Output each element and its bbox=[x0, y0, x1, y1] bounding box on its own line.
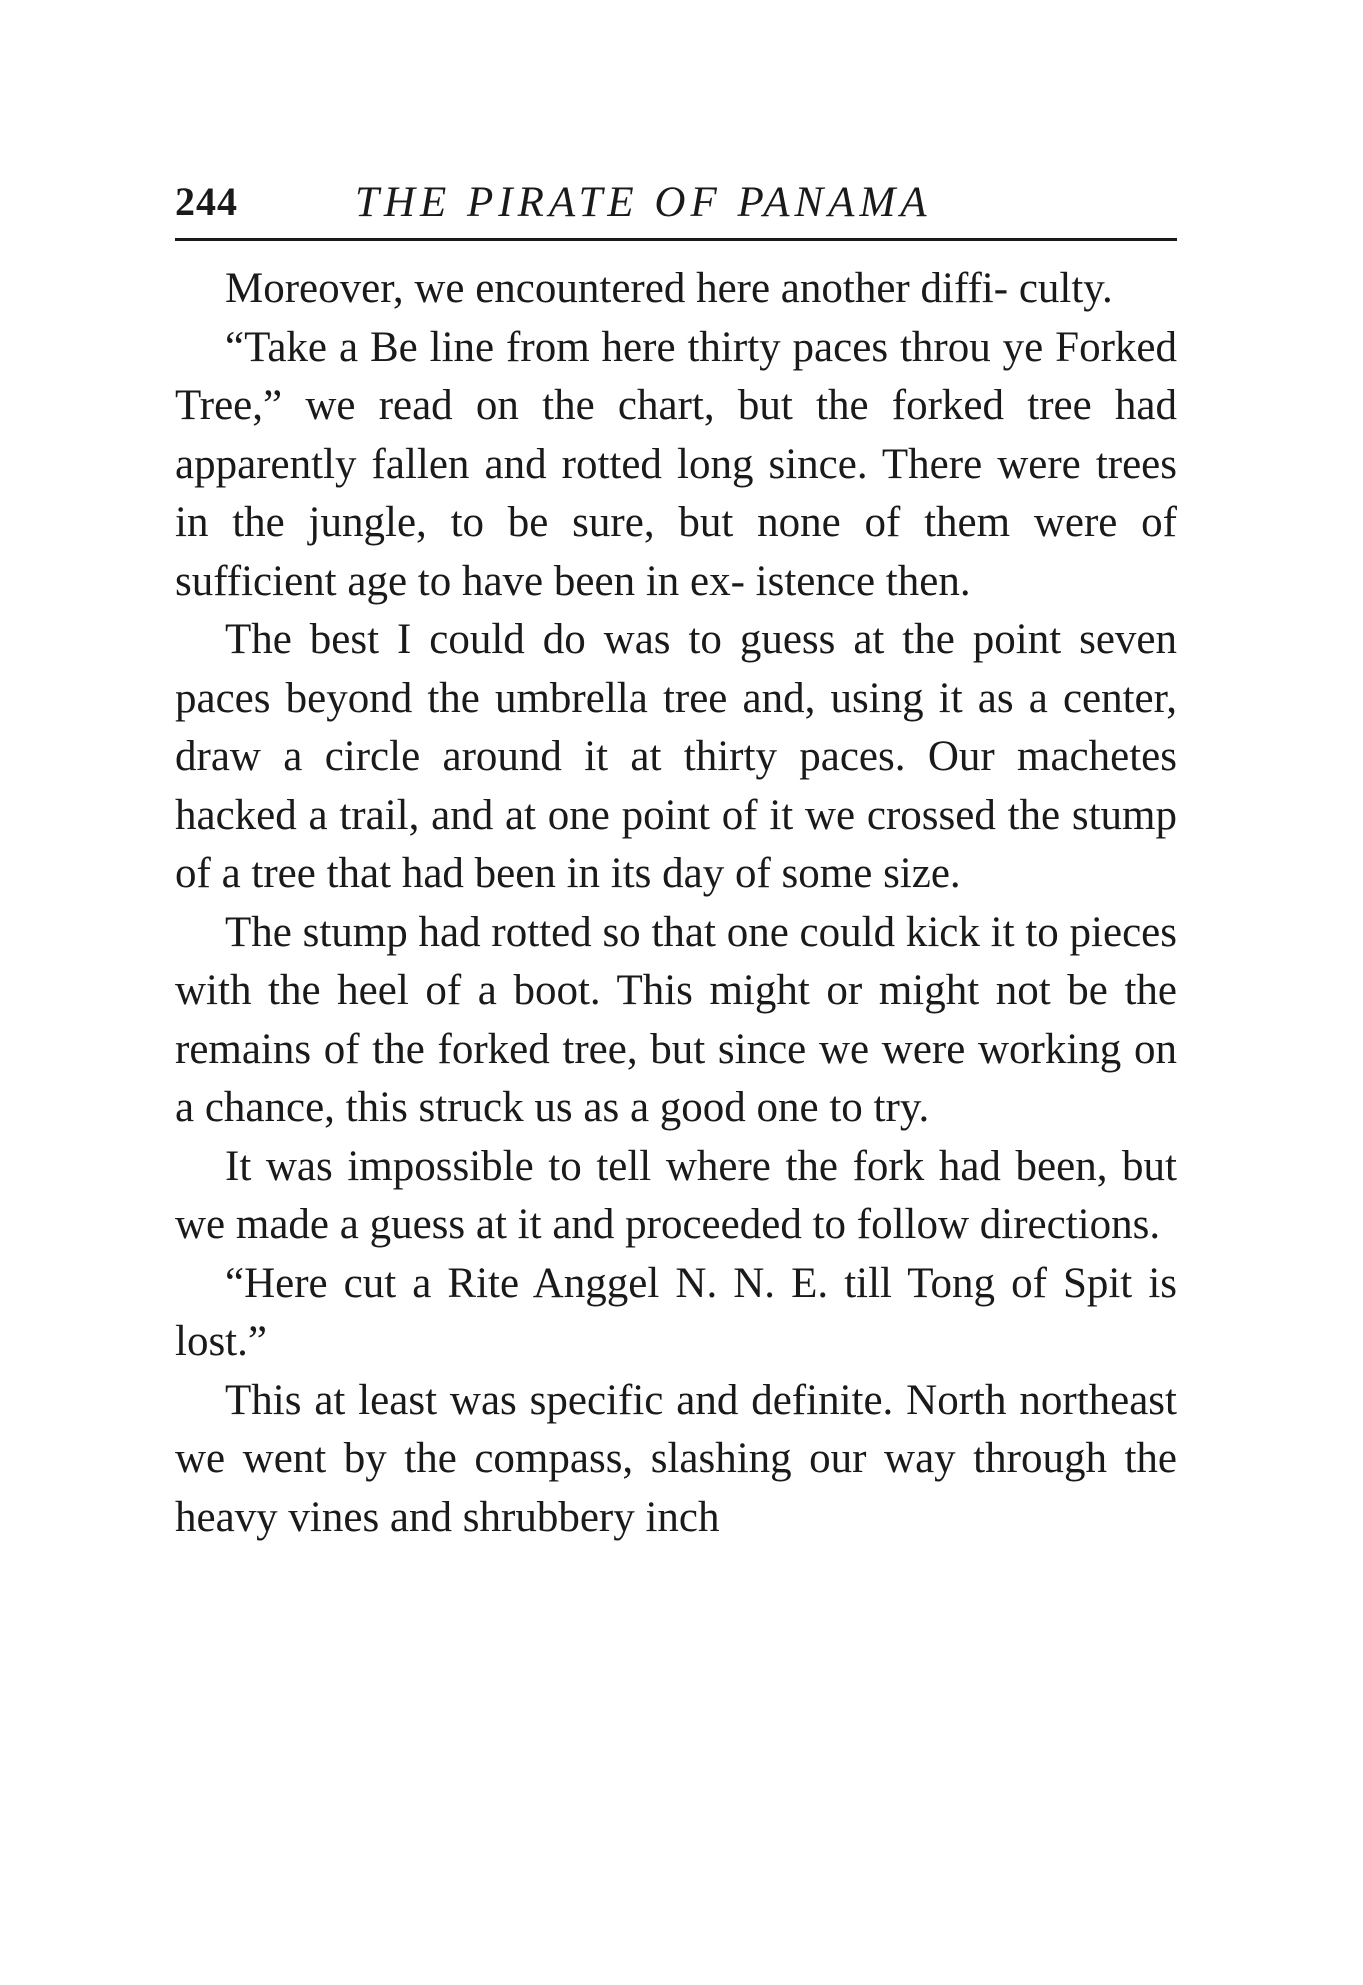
paragraph: The stump had rotted so that one could kick it to pieces with the heel of a boot. This might or might not be the remains of the forked tree, but since we were working on a chance, this struck us as a good one to try. bbox=[175, 908, 1177, 1131]
paragraph: “Take a Be line from here thirty paces throu ye Forked Tree,” we read on the chart, but the forked tree had apparently fallen and rotted long since. There were trees in the jungle, to be sure, but none of them were of sufficient age to have been in ex- istence then. bbox=[175, 323, 1177, 605]
paragraph: “Here cut a Rite Anggel N. N. E. till Tong of Spit is lost.” bbox=[175, 1259, 1177, 1365]
paragraph: The best I could do was to guess at the point seven paces beyond the umbrella tree and, using it as a center, draw a circle around it at thirty paces. Our machetes hacked a trail, and at one point of it we crossed the stump of a tree that had been in its day of some size. bbox=[175, 616, 1177, 897]
running-title: THE PIRATE OF PANAMA bbox=[355, 179, 932, 226]
page-header bbox=[175, 178, 1177, 238]
paragraph: It was impossible to tell where the fork had been, but we made a guess at it and proceeded to follow directions. bbox=[175, 1142, 1177, 1248]
page-number: 244 bbox=[175, 179, 238, 224]
header-rule bbox=[175, 238, 1177, 241]
body-text bbox=[175, 260, 1177, 1547]
paragraph: Moreover, we encountered here another diffi- culty. bbox=[225, 265, 1113, 312]
paragraph: This at least was specific and definite. North northeast we went by the compass, slashing our way through the heavy vines and shrubbery inch bbox=[175, 1376, 1177, 1541]
